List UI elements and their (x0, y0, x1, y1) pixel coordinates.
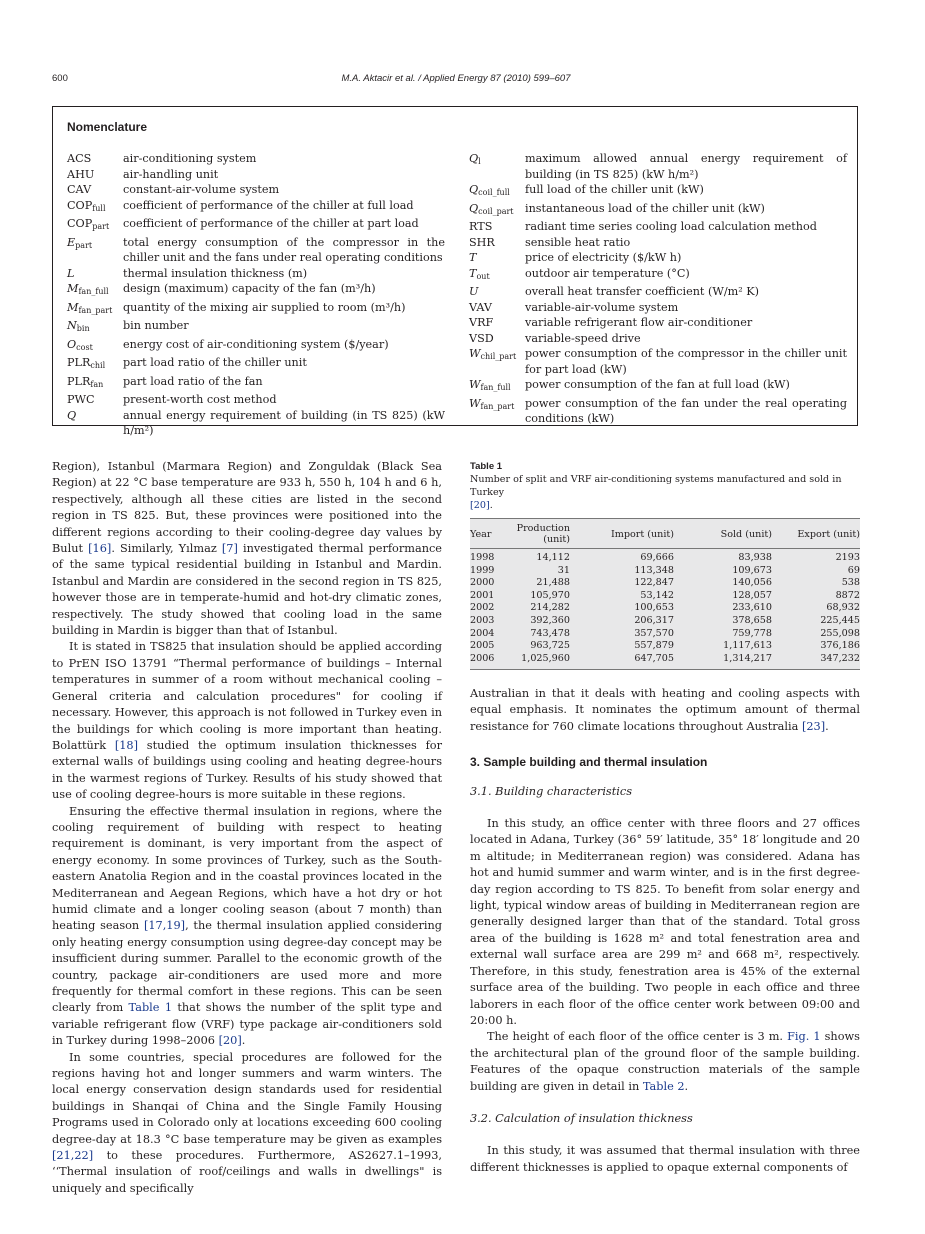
table-cell: 206,317 (634, 614, 674, 626)
nomenclature-symbol: VAV (469, 300, 492, 314)
nomenclature-symbol: $COP_{part}$ (67, 217, 110, 231)
nomenclature-symbol: L (67, 266, 75, 280)
table-cell: 1,025,960 (514, 653, 570, 670)
table-1 (470, 461, 860, 670)
table-cell: 357,570 (634, 627, 674, 639)
table-row (470, 577, 860, 590)
nomenclature-description: radiant time series cooling load calculation method (525, 220, 817, 233)
page-number: 600 (52, 73, 68, 84)
table-cell: 2002 (470, 602, 495, 614)
table-cell: 105,970 (530, 589, 570, 601)
table-cell: 8872 (835, 589, 860, 601)
table-cell: 557,879 (634, 640, 674, 652)
nomenclature-symbol: $M_{fan\_part}$ (67, 300, 113, 315)
table-cell: 122,847 (634, 577, 674, 589)
column-header: Import (unit) (570, 519, 674, 549)
nomenclature-entry (469, 346, 847, 377)
nomenclature-description: instantaneous load of the chiller unit (kW) (525, 201, 765, 215)
paragraph: Australian in that it deals with heating and cooling aspects with equal emphasis. It nominates the optimum amount of thermal resistance for 760 climate locations throughout Australia [23]. (470, 687, 860, 733)
nomenclature-description: coefficient of performance of the chiller at full load (123, 198, 414, 212)
nomenclature-description: overall heat transfer coefficient (W/m² K) (525, 285, 759, 298)
table-cell: 2003 (470, 614, 495, 626)
table-cell: 109,673 (732, 564, 772, 576)
nomenclature-entry (67, 355, 445, 374)
nomenclature-symbol: $W_{fan\_part}$ (469, 396, 515, 411)
nomenclature-symbol: $PLR_{fan}$ (67, 374, 104, 389)
nomenclature-description: annual energy requirement of building (in TS 825) (kW h/m²) (123, 408, 445, 437)
nomenclature-entry (469, 201, 847, 220)
nomenclature-description: thermal insulation thickness (m) (123, 266, 308, 280)
table-cell: 225,445 (820, 614, 860, 626)
table-row (470, 590, 860, 603)
citation-link[interactable]: [21,22] (52, 1149, 94, 1163)
nomenclature-entry (67, 182, 445, 198)
table-cell: 100,653 (634, 602, 674, 614)
citation-link[interactable]: [17,19] (143, 919, 186, 933)
nomenclature-symbol: $O_{cost}$ (67, 337, 93, 352)
paragraph: In this study, an office center with three floors and 27 offices located in Adana, Turkey (36° 59′ latitude, 35° 18′ longitude and 20 m altitude; in Mediterranean region) was considered. Adana has hot and humid summer and warm winter, and is in the first degree-day region according to TS 825. To benefit from solar energy and light, typical window areas of building in Mediterranean region are generally designed larger than that of the standard. Total gross area of the building is 1628 m² and total fenestration area and external wall surface area are 299 m² and 668 m², respectively. Therefore, in this study, fenestration area is 45% of the external surface area of the building. Two people in each office and three laborers in each floor of the office center work between 09:00 and 20:00 h. (470, 817, 860, 1027)
nomenclature-entry (67, 281, 445, 300)
nomenclature-entry (469, 300, 847, 316)
nomenclature-symbol: VRF (469, 316, 494, 329)
nomenclature-entry (469, 315, 847, 331)
nomenclature-entry (469, 219, 847, 235)
nomenclature-symbol: $W_{chil\_part}$ (469, 347, 517, 361)
nomenclature-description: energy cost of air-conditioning system ($/year) (123, 337, 389, 351)
citation-link[interactable]: Table 1 (128, 1001, 173, 1015)
nomenclature-entry (469, 250, 847, 266)
table-row (470, 615, 860, 628)
column-header: Production (unit) (514, 519, 570, 549)
table-cell: 2193 (835, 552, 860, 563)
table-row (470, 653, 860, 670)
column-header: Export (unit) (772, 519, 860, 549)
table-cell: 53,142 (640, 589, 674, 601)
nomenclature-description: maximum allowed annual energy requirement of building (in TS 825) (kW h/m²) (525, 152, 847, 181)
nomenclature-description: constant-air-volume system (123, 183, 280, 196)
nomenclature-description: quantity of the mixing air supplied to room (m³/h) (123, 300, 406, 314)
nomenclature-symbol: $W_{fan\_full}$ (469, 378, 511, 392)
subsection-heading: 3.1. Building characteristics (470, 784, 633, 798)
paragraph: In some countries, special procedures are followed for the regions having hot and longer summers and warm winters. The local energy conservation design standards used for residential buildings in Shanqai of China and the Single Family Housing Programs used in Colorado only at locations exceeding 600 cooling degree-day at 18.3 °C base temperature may be given as examples [21,22] to these procedures. Furthermore, AS2627.1–1993, ‘‘Thermal insulation of roof/ceilings and walls in dwellings" is uniquely and specifically (52, 1050, 442, 1195)
table-cell: 2006 (470, 653, 514, 670)
nomenclature-left-column (67, 151, 445, 439)
table-cell: 128,057 (732, 589, 772, 601)
nomenclature-description: air-conditioning system (123, 152, 257, 165)
column-header: Year (470, 519, 514, 549)
nomenclature-symbol: $Q_l$ (469, 152, 481, 166)
table-cell: 1,314,217 (674, 653, 772, 670)
nomenclature-entry (67, 151, 445, 167)
nomenclature-right-column (469, 151, 847, 427)
data-table (470, 518, 860, 670)
nomenclature-box (52, 106, 858, 437)
nomenclature-description: power consumption of the fan under the real operating conditions (kW) (525, 396, 847, 425)
nomenclature-symbol: RTS (469, 220, 493, 233)
left-text-column (52, 459, 442, 1197)
nomenclature-symbol: $M_{fan\_full}$ (67, 282, 109, 296)
nomenclature-entry (67, 235, 445, 266)
table-cell: 233,610 (732, 602, 772, 614)
table-cell: 743,478 (530, 627, 570, 639)
page-header (52, 73, 860, 87)
table-cell: 538 (841, 577, 860, 589)
nomenclature-description: bin number (123, 319, 189, 332)
table-cell: 83,938 (738, 552, 772, 563)
nomenclature-entry (67, 337, 445, 356)
nomenclature-entry (469, 377, 847, 396)
paragraph: It is stated in TS825 that insulation should be applied according to PrEN ISO 13791 “Thermal performance of buildings – Internal temperatures in summer of a room without mechanical cooling – General criteria and calculation procedures" for cooling if necessary. However, this approach is not followed in Turkey even in the buildings for which cooling is more important than heating. Bolattürk [18] studied the optimum insulation thicknesses for external walls of buildings using cooling and heating degree-hours in the warmest regions of Turkey. Results of his study showed that use of cooling degree-hours is more suitable in these regions. (52, 640, 442, 802)
nomenclature-entry (469, 266, 847, 285)
nomenclature-description: variable refrigerant flow air-conditioner (525, 316, 753, 329)
table-caption: Number of split and VRF air-conditioning systems manufactured and sold in Turkey [20]. (470, 474, 842, 511)
nomenclature-symbol: $COP_{full}$ (67, 198, 106, 213)
nomenclature-entry (67, 300, 445, 319)
nomenclature-description: coefficient of performance of the chiller at part load (123, 217, 419, 230)
nomenclature-description: outdoor air temperature (°C) (525, 266, 690, 280)
nomenclature-symbol: VSD (469, 331, 494, 345)
nomenclature-symbol: PWC (67, 393, 95, 406)
nomenclature-entry (67, 408, 445, 439)
table-cell: 255,098 (820, 627, 860, 639)
nomenclature-entry (67, 392, 445, 408)
nomenclature-symbol: $PLR_{chil}$ (67, 356, 106, 370)
table-cell: 69,666 (640, 552, 674, 563)
nomenclature-title: Nomenclature (67, 120, 148, 134)
nomenclature-entry (67, 216, 445, 235)
nomenclature-symbol: $T_{out}$ (469, 266, 490, 281)
citation-link[interactable]: Fig. 1 (787, 1030, 821, 1044)
subsection-heading: 3.2. Calculation of insulation thickness (470, 1111, 693, 1125)
table-cell: 2004 (470, 627, 495, 639)
nomenclature-entry (469, 151, 847, 182)
nomenclature-entry (469, 182, 847, 201)
paragraph: The height of each floor of the office center is 3 m. Fig. 1 shows the architectural plan of the ground floor of the sample building. Features of the opaque construction materials of the sample building are given in detail in Table 2. (470, 1030, 860, 1093)
table-cell: 21,488 (536, 577, 570, 589)
nomenclature-entry (67, 374, 445, 393)
nomenclature-description: part load ratio of the fan (123, 374, 263, 388)
citation-link[interactable]: [20] (470, 500, 490, 511)
nomenclature-description: present-worth cost method (123, 393, 277, 406)
nomenclature-entry (67, 167, 445, 183)
table-cell: 347,232 (772, 653, 860, 670)
table-cell: 214,282 (530, 602, 570, 614)
section-heading: 3. Sample building and thermal insulation (470, 755, 708, 770)
table-cell: 14,112 (536, 552, 570, 563)
nomenclature-description: power consumption of the compressor in the chiller unit for part load (kW) (525, 347, 847, 376)
citation-link[interactable]: [18] (114, 738, 139, 752)
nomenclature-symbol: $E_{part}$ (67, 235, 93, 250)
table-row (470, 565, 860, 578)
nomenclature-symbol: CAV (67, 183, 92, 196)
table-label: Table 1 (470, 461, 503, 472)
paragraph: Region), Istanbul (Marmara Region) and Zonguldak (Black Sea Region) at 22 °C base temperature are 933 h, 550 h, 104 h and 6 h, respectively, although all these cities are listed in the second region in TS 825. But, these provinces were positioned into the different regions according to their cooling-degree day values by Bulut [16]. Similarly, Yılmaz [7] investigated thermal performance of the same typical residential building in Istanbul and Mardin. Istanbul and Mardin are considered in the second region in TS 825, however those are in temperate-humid and hot-dry climatic zones, respectively. The study showed that cooling load in the same building in Mardin is bigger than that of Istanbul. (52, 460, 442, 638)
right-text-column (470, 686, 860, 1176)
table-cell: 759,778 (732, 627, 772, 639)
table-cell: 392,360 (530, 614, 570, 626)
citation-link[interactable]: [16] (88, 542, 112, 556)
nomenclature-description: variable-speed drive (525, 331, 641, 345)
column-header: Sold (unit) (674, 519, 772, 549)
nomenclature-description: part load ratio of the chiller unit (123, 356, 307, 369)
table-caption-text: Number of split and VRF air-conditioning systems manufactured and sold in Turkey (470, 474, 842, 498)
table-cell: 963,725 (530, 640, 570, 652)
table-cell: 376,186 (820, 640, 860, 652)
table-cell: 2001 (470, 589, 495, 601)
nomenclature-symbol: $Q_{coil\_full}$ (469, 183, 510, 197)
nomenclature-symbol: Q (67, 408, 77, 422)
nomenclature-description: air-handling unit (123, 167, 219, 181)
table-cell: 378,658 (732, 614, 772, 626)
table-cell: 31 (557, 564, 570, 576)
nomenclature-description: price of electricity ($/kW h) (525, 251, 682, 264)
table-cell: 113,348 (634, 564, 674, 576)
table-row (470, 549, 860, 565)
table-cell: 1999 (470, 564, 495, 576)
nomenclature-entry (67, 318, 445, 337)
nomenclature-description: total energy consumption of the compressor in the chiller unit and the fans under real operating conditions (123, 235, 445, 264)
table-row (470, 602, 860, 615)
table-cell: 1,117,613 (723, 640, 772, 652)
nomenclature-symbol: ACS (67, 152, 92, 165)
table-cell: 2000 (470, 577, 495, 589)
paragraph: In this study, it was assumed that thermal insulation with three different thicknesses is applied to opaque external components of (470, 1144, 860, 1174)
table-cell: 69 (847, 564, 860, 576)
nomenclature-description: full load of the chiller unit (kW) (525, 183, 704, 196)
citation-link[interactable]: [20] (218, 1034, 242, 1048)
table-cell: 647,705 (570, 653, 674, 670)
paragraph: Ensuring the effective thermal insulation in regions, where the cooling requirement of building with respect to heating requirement is dominant, is very important from the aspect of energy economy. In some provinces of Turkey, such as the South-eastern Anatolia Region and in the coastal provinces located in the Mediterranean and Aegean Regions, which have a hot dry or hot humid climate and a longer cooling season (about 7 month) than heating season [17,19], the thermal insulation applied considering only heating energy consumption using degree-day concept may be insufficient during summer. Parallel to the economic growth of the country, package air-conditioners are used more and more frequently for thermal comfort in these regions. This can be seen clearly from Table 1 that shows the number of the split type and variable refrigerant flow (VRF) type package air-conditioners sold in Turkey during 1998–2006 [20]. (52, 804, 442, 1048)
nomenclature-symbol: T (469, 251, 477, 264)
nomenclature-entry (67, 198, 445, 217)
nomenclature-description: design (maximum) capacity of the fan (m³/h) (123, 282, 376, 295)
citation-link[interactable]: Table 2 (642, 1079, 685, 1093)
table-row (470, 640, 860, 653)
table-header-row (470, 519, 860, 549)
nomenclature-entry (469, 331, 847, 347)
table-cell: 1998 (470, 552, 495, 563)
nomenclature-entry (67, 266, 445, 282)
table-cell: 140,056 (732, 577, 772, 589)
journal-reference: M.A. Aktacir et al. / Applied Energy 87 (2010) 599–607 (341, 73, 571, 84)
nomenclature-entry (469, 396, 847, 427)
table-cell: 68,932 (826, 602, 860, 614)
nomenclature-symbol: AHU (67, 167, 95, 181)
nomenclature-entry (469, 284, 847, 300)
nomenclature-description: variable-air-volume system (525, 300, 679, 314)
nomenclature-symbol: U (469, 285, 479, 298)
citation-link[interactable]: [23] (801, 719, 826, 733)
citation-link[interactable]: [7] (221, 542, 238, 556)
nomenclature-entry (469, 235, 847, 251)
nomenclature-description: sensible heat ratio (525, 235, 631, 249)
table-row (470, 628, 860, 641)
table-cell: 2005 (470, 640, 495, 652)
nomenclature-symbol: $Q_{coil\_part}$ (469, 201, 514, 216)
nomenclature-symbol: SHR (469, 235, 495, 249)
nomenclature-symbol: $N_{bin}$ (67, 319, 90, 333)
nomenclature-description: power consumption of the fan at full load (kW) (525, 378, 790, 391)
